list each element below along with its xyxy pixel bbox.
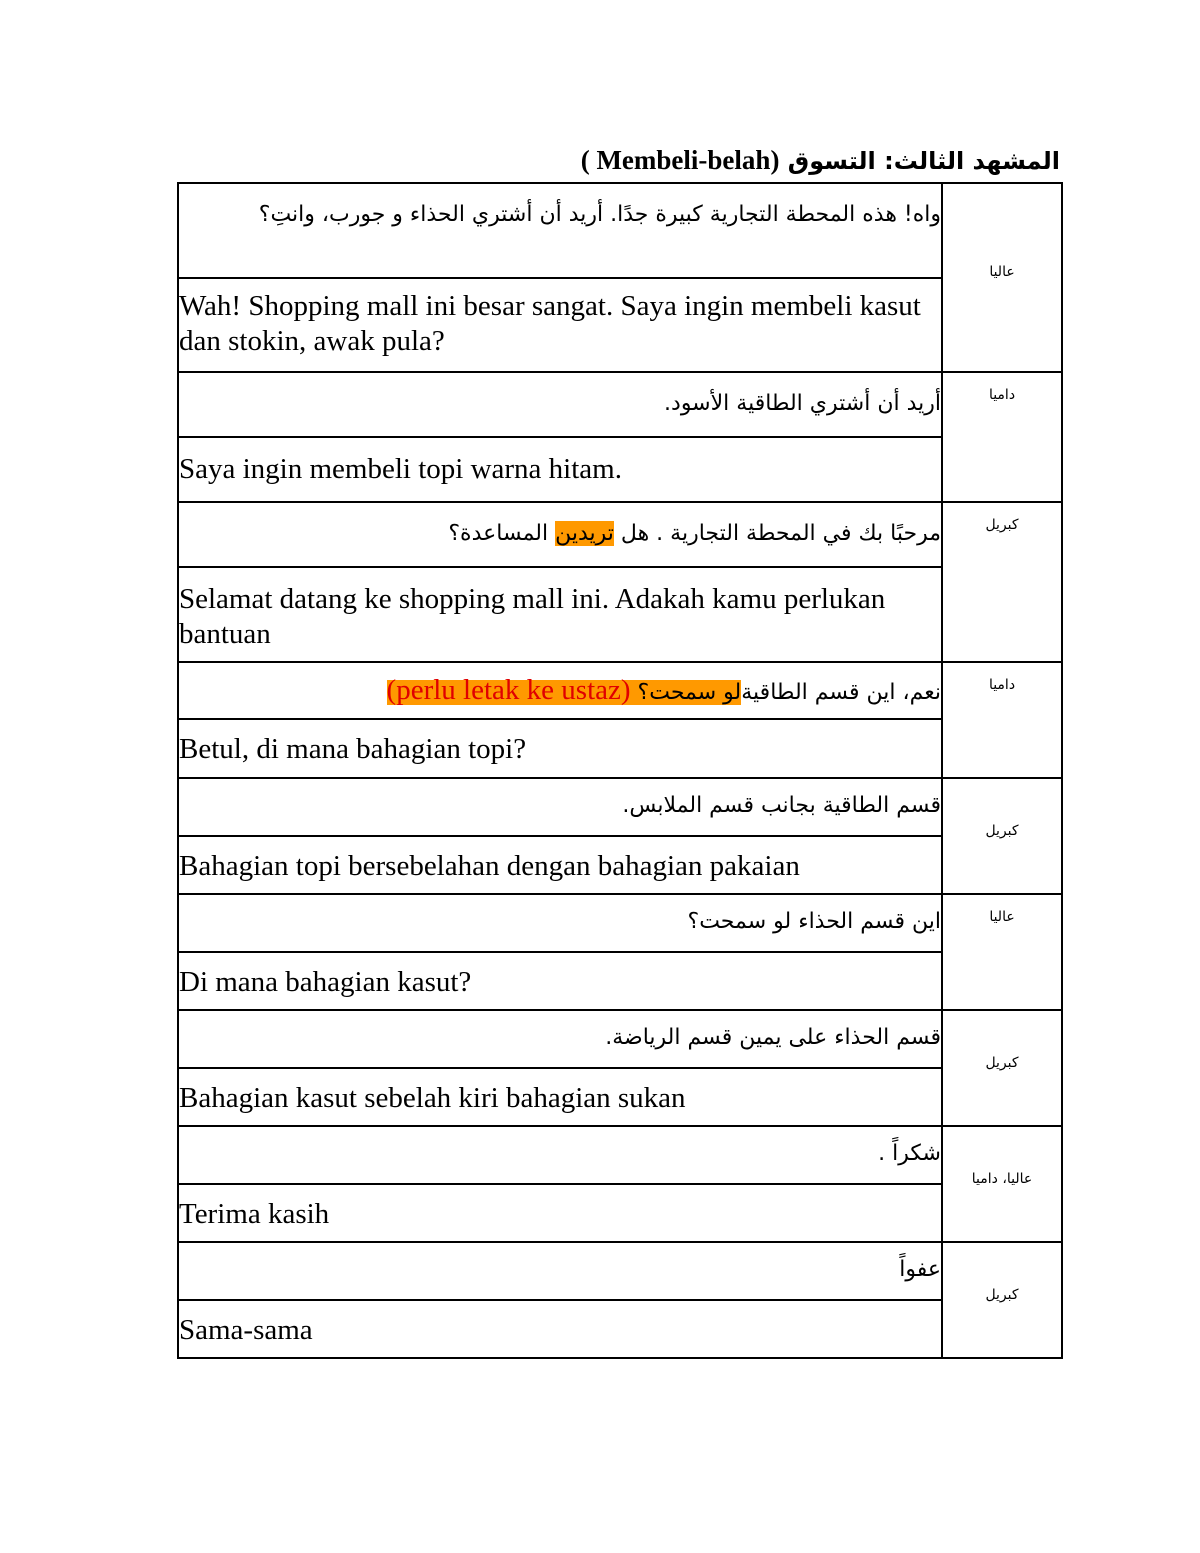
dialogue-row-arabic — [178, 183, 1062, 278]
highlighted-text: تريدين — [555, 521, 614, 546]
arabic-text: مرحبًا بك في المحطة التجارية . هل — [620, 521, 941, 546]
dialogue-row-malay — [178, 719, 1062, 778]
teacher-note: (perlu letak ke ustaz) — [386, 674, 631, 706]
malay-line: Saya ingin membeli topi warna hitam. — [178, 437, 942, 502]
dialogue-table — [177, 182, 1063, 1359]
malay-line: Bahagian kasut sebelah kiri bahagian sukan — [178, 1068, 942, 1126]
speaker-name: كبريل — [942, 778, 1062, 894]
dialogue-row-malay — [178, 952, 1062, 1010]
malay-line: Di mana bahagian kasut? — [178, 952, 942, 1010]
speaker-name: داميا — [942, 662, 1062, 778]
malay-line: Wah! Shopping mall ini besar sangat. Saya ingin membeli kasut dan stokin, awak pula? — [178, 278, 942, 372]
dialogue-row-arabic — [178, 1010, 1062, 1068]
speaker-name: عاليا، داميا — [942, 1126, 1062, 1242]
speaker-name: عاليا — [942, 894, 1062, 1010]
arabic-line: قسم الطاقية بجانب قسم الملابس. — [178, 778, 942, 836]
arabic-line: عفواً — [178, 1242, 942, 1300]
dialogue-row-malay — [178, 567, 1062, 662]
dialogue-row-arabic — [178, 778, 1062, 836]
dialogue-row-arabic — [178, 1242, 1062, 1300]
malay-line: Selamat datang ke shopping mall ini. Adakah kamu perlukan bantuan — [178, 567, 942, 662]
malay-line: Terima kasih — [178, 1184, 942, 1242]
speaker-name: كبريل — [942, 1242, 1062, 1358]
dialogue-row-malay — [178, 836, 1062, 894]
malay-line: Bahagian topi bersebelahan dengan bahagian pakaian — [178, 836, 942, 894]
arabic-text: نعم، اين قسم الطاقية — [741, 680, 941, 705]
dialogue-row-arabic — [178, 662, 1062, 719]
speaker-name: داميا — [942, 372, 1062, 502]
speaker-name: كبريل — [942, 1010, 1062, 1126]
dialogue-row-malay — [178, 1068, 1062, 1126]
malay-line: Sama-sama — [178, 1300, 942, 1358]
malay-line: Betul, di mana bahagian topi? — [178, 719, 942, 778]
dialogue-row-arabic — [178, 502, 1062, 567]
arabic-line — [178, 662, 942, 719]
scene-heading-latin: (Membeli-belah ) — [580, 145, 780, 175]
dialogue-row-malay — [178, 437, 1062, 502]
arabic-line: اين قسم الحذاء لو سمحت؟ — [178, 894, 942, 952]
dialogue-row-arabic — [178, 894, 1062, 952]
speaker-name: كبريل — [942, 502, 1062, 662]
arabic-line — [178, 502, 942, 567]
arabic-line: شكراً . — [178, 1126, 942, 1184]
dialogue-row-malay — [178, 1300, 1062, 1358]
arabic-text: المساعدة؟ — [448, 521, 549, 546]
dialogue-row-malay — [178, 1184, 1062, 1242]
dialogue-row-arabic — [178, 1126, 1062, 1184]
dialogue-row-malay — [178, 278, 1062, 372]
arabic-line: قسم الحذاء على يمين قسم الرياضة. — [178, 1010, 942, 1068]
dialogue-row-arabic — [178, 372, 1062, 437]
scene-heading-arabic: المشهد الثالث: التسوق — [787, 147, 1060, 175]
arabic-line: واه! هذه المحطة التجارية كبيرة جدًا. أريد أن أشتري الحذاء و جورب، وانتِ؟ — [178, 183, 942, 278]
speaker-name: عاليا — [942, 183, 1062, 372]
arabic-line: أريد أن أشتري الطاقية الأسود. — [178, 372, 942, 437]
highlighted-text: لو سمحت؟ (perlu letak ke ustaz) — [386, 674, 742, 706]
scene-heading — [176, 140, 1060, 180]
